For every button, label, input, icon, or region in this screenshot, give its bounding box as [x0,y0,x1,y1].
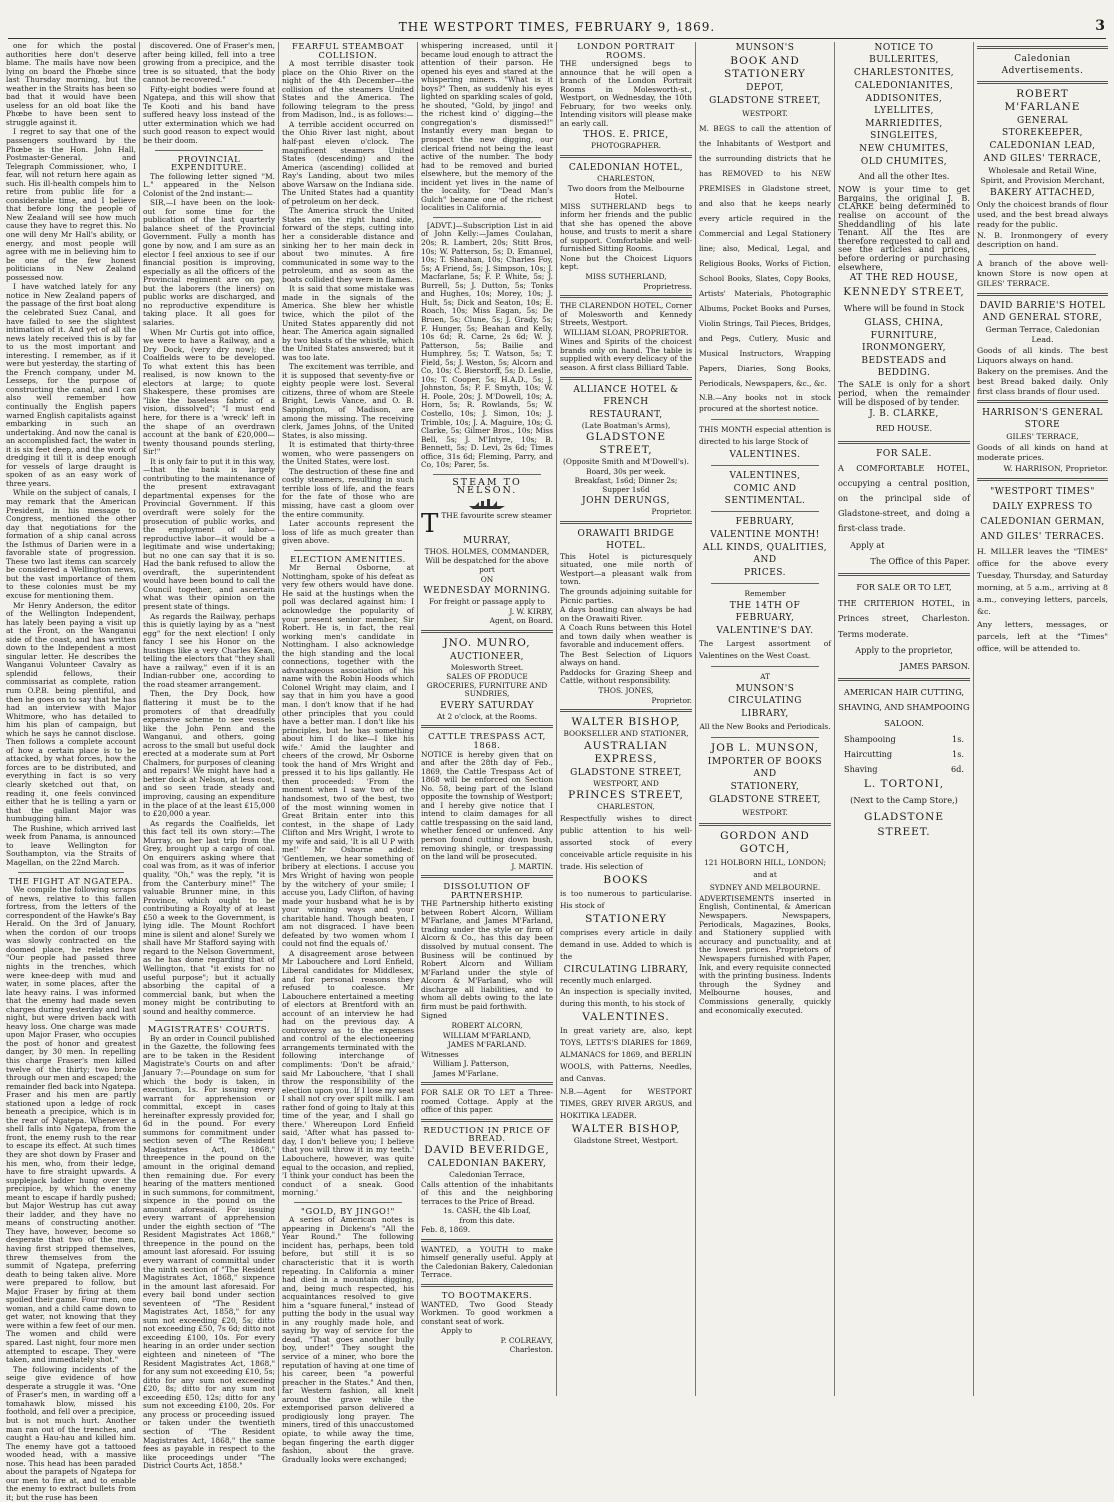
paragraph: The following incidents of the seige give evidence of how desperate a struggle it was. "One of Fraser's men, in warding off a tomahawk blow, missed his foothold, and fell over a precipice, but is not much hurt. Another man ran out of the trenches, and caught a Hau-hau and killed him. The enemy have got a tattooed wooded head, with a massive nose. This head has been paraded about the parapets of Ngatepa for our men to fire at, and to enable the enemy to extract bullets from it; but the ruse has been [6,1364,136,1502]
column-divider [139,42,140,1396]
ad-signature: JOHN DERUNGS, [582,496,670,507]
paragraph: A disagreement arose between Mr Labouchere and Lord Enfield, Liberal candidates for Middlesex, and for personal reasons they refused to coalesce. Mr Labouchere entertained a meeting of electors at Brentford with an account of an interview he had had on the previous day. A controversy as to the expenses and control of the electioneering arrangements terminated with the following interchange of compliments: 'Don't be afraid,' said Mr Labouchere, 'that I shall throw the responsibility of the election upon you. If I lose my seat I shall not cry over spilt milk. I am rather fond of going to Italy at this time of the year, and I shall go there.' Whereupon Lord Enfield said, 'After what has passed to-day, I don't believe you; I believe that you will throw it in my teeth.' Labouchere, however, was quite equal to the occasion, and replied, 'I think your conduct has been the conduct of a sneak. Good morning.' [282,948,414,1198]
paragraph: Then, the Dry Dock, how flattering it must be to the promoters of that dreadfully expensive scheme to see vessels like the John Penn and the Wanganui, and others, going across to the small but useful dock erected at a moderate sum at Port Chalmers, for purposes of cleaning and repairs! We might have had a better dock at Nelson, at less cost, and so seen trade steady and improving, causing an expenditure in the place of at the least £15,000 to £20,000 a year. [143,689,275,819]
ad-text: Witnesses [421,1049,459,1059]
ad-text: A COMFORTABLE HOTEL, occupying a central position, on the principal side of Gladstone-street, and doing a first-class trade. [838,462,970,534]
price-value: 1s. [951,749,964,759]
ad-text: BEDSTEADS and BEDDING. [861,356,947,379]
ad-text: STATIONERY, [730,782,800,793]
ad-text: A Coach Runs between this Hotel and town daily when weather is favorable and inducement offers. [560,623,692,650]
ad-text: Goods of all kinds. The best Liquors always on hand. [977,345,1108,365]
ad-text: At 2 o'clock, at the Rooms. [436,711,538,721]
ad-text: PRICES. [743,567,787,578]
ad-text: N.B.—Any books not in stock procured at the shortest notice. [699,392,831,414]
ad-signature: WILLIAM M'FARLAND, [442,1030,532,1040]
paragraph: Fifty-eight bodies were found at Ngatepa, and this will show that Te Kooti and his band have suffered heavy loss instead of the utter extermination which we had such good reason to expect would be their doom. [143,84,275,146]
ad-text: MARRIEDITES, SINGLEITES, [865,119,943,141]
ad-name: ROBERT M'FARLANE [1004,88,1081,113]
column-divider [556,42,557,1396]
section-heading: Caledonian Advertisements. [1001,54,1084,76]
divider [560,295,692,298]
ad-name: BOOK AND STATIONERY [724,55,806,80]
ad-text: THIS MONTH especial attention is directed to his large Stock of [699,425,831,446]
ship-icon [421,498,553,510]
ad-text: is too numerous to particularise. His stock of [560,888,692,910]
ad-name: JOB L. MUNSON, [711,742,819,755]
ad-text: William J. Patterson, [433,1059,510,1069]
ad-name: THOS. E. PRICE, [583,130,669,141]
divider [977,81,1108,84]
ad-signature: J. B. CLARKE, [869,409,939,420]
ad-text: GLADSTONE STREET, [709,96,821,106]
divider [433,474,541,475]
divider [421,725,553,728]
ad-text: THOS. HOLMES, COMMANDER, [424,546,550,556]
ad-text: comprises every article in daily demand in use. Added to which is the [560,927,692,961]
ad-text: Charleston. [509,1345,553,1355]
ad-text: 121 HOLBORN HILL, LONDON; [704,857,826,867]
ad-text: EVERY SATURDAY [440,700,534,711]
ad-text: Will be despatched for the above port [425,556,549,574]
ad-text: J. W. KIRBY, [509,606,553,616]
ad-name: NOTICE TO BULLERITES, [869,43,939,65]
page-number: 3 [1095,18,1106,34]
ad-text: THE CLARENDON HOTEL, Corner of Molesworth and Kennedy Streets, Westport. [560,301,692,328]
divider [433,217,541,218]
ad-text: Calls attention of the inhabitants of this and the neighboring terraces to the Price of Bread. [421,1179,553,1206]
divider [838,441,970,444]
price-value: 1s. [951,733,964,744]
price-service: Shaving [844,764,878,775]
paragraph: When Mr Curtis got into office, we were to have a Railway, and a Dry Dock, (very dry now); the Coalfields were to be developed. To what extent this has been realised, is now known to the electors at large; to quote Shakespere, these promises are "like the baseless fabric of a vision, dissolved"; "I must end here, for there is a 'wreck' left in the shape of an overdrawn account at the bank of £20,000—twenty thousand pounds sterling, Sir!" [143,327,275,457]
divider [560,521,692,524]
ad-text: Apply at [850,539,885,550]
divider [711,666,819,667]
ad-text: The Best Selection of Liquors always on hand. [560,649,692,668]
divider [699,823,831,826]
article-heading: THE FIGHT AT NGATEPA. [8,875,134,886]
ad-text: KENNEDY STREET, [843,286,965,299]
divider [421,630,553,633]
masthead-rule [8,38,1106,39]
paragraph: SIR,—I have been on the look-out for some time for the publication of the last quarterly balance sheet of the Provincial Government. Fully a month has gone by now, and I am sure as an elector I feel anxious to see if our financial position is improving, especially as all the officers of the Provincial regiment are on pay, but the laborers (the liners) on public works are discharged, and no reproductive expenditure is taking place. It all goes for salaries. [143,198,275,327]
ad-signature: THOS. JONES, [598,685,654,695]
divider [294,1202,402,1203]
ad-text: Any letters, messages, or parcels, left at the "Times" office, will be attended to. [977,620,1108,654]
ad-text: THE CRITERION HOTEL, in Princes street, Charleston. Terms moderate. [838,598,970,639]
price-service: Shampooing [844,733,896,744]
price-value: 6d. [950,764,964,775]
paragraph: It is only fair to put it in this way,—that the bank is largely contributing to the maintenance of the present extravagant departmental expenses for the Provincial Government. If this overdraft were solely for the prosecution of public works, and the employment of labor—reproductive labor—it would be a legitimate and wise undertaking; but no one can say that it is so. Had the bank refused to allow the overdraft, the superintendent would have been bound to call the Council together, and ascertain what was their opinion on the present state of things. [143,456,275,611]
divider [421,1284,553,1287]
ad-text: Breakfast, 1s6d; Dinner 2s; Supper 1s6d [574,476,678,494]
masthead [0,16,1114,38]
ad-signature: P. COLREAVY, [500,1335,553,1345]
ad-text: VALENTINES. [582,1011,670,1024]
column-7 [838,42,970,1396]
paragraph: As regards the Railway, perhaps this is quietly laying by as a "nest egg" for the next election! I only fancy I see his Honor on the hustings like a very Charles Kean, telling the electors that "they shall have a railway," even if it is an Indian-rubber one, according to the road steamer arrangement. [143,611,275,689]
column-8 [977,42,1108,1396]
ad-text: COMIC AND SENTIMENTAL. [724,483,806,506]
subscription-list: [ADVT.]—Subscription List in aid of John Kelly:—James Coulahan, 20s; R. Lambert, 20s; Stitt Bros, 10s; W. Patterson, 5s; D. Emanuel, 10s; T. Sheahan, 10s; Charles Foy, 5s; A Friend, 5s; J. Simpson, 10s; J. Macfarlane, 5s; F. P. White, 5s; J. Burrell, 5s; J. Dutton, 5s; Tonks and Hughes, 10s; Morey, 10s; J. Hult, 5s; Dick and Seaton, 10s; E. Roach, 10s; Miss Eagan, 5s; De Bruen, 5s; Clune, 5s; J. Grady, 5s; F. Hunger, 5s; Beahan and Kelly, 10s 6d; R. Carne, 2s 6d; W. J. Patterson, 5s; Bailie and Humphrey, 5s; T. Watson, 5s; T. Field, 5s; J. Weston, 5s; Alcorn and Co, 10s; C. Bierstorff, 5s; D. Leslie, 10s; T. Cooper, 5s; H.A.D., 5s; J. Johnston, 5s; P. F. Smyth, 10s; W. H. Poole, 20s; J. M'Dowell, 10s; A. Horn, 5s; R. Rowlands, 5s; W. Costello, 10s; J. Simon, 10s; J. Trimble, 10s; J. A. Maguire, 10s; G. Clarke, 5s; Gilmer Bros., 10s; Miss Bell, 5s; J. M'Intyre, 10s; B. Bennett, 5s; D. Levi, 2s 6d; Times office, 31s 6d; Fleming, Parry, and Co, 10s; Parer, 5s. [421,220,553,470]
ad-text: SALES OF PRODUCE GROCERIES, FURNITURE AND SUNDRIES, [426,672,548,699]
ad-text: Board, 30s per week. [586,466,666,476]
ad-text: and at [753,870,777,880]
ad-name: DAVID BEVERIDGE, [424,1143,550,1156]
ad-text: IMPORTER OF BOOKS AND [707,757,823,780]
ad-signature: ROBERT ALCORN, [451,1020,523,1030]
ad-text: Goods of all kinds on hand at moderate prices. [977,443,1108,463]
ad-text: PHOTOGRAPHER. [591,141,661,151]
ad-text: CIRCULATING LIBRARY, [563,964,689,975]
divider [989,254,1096,255]
ad-heading: FOR SALE OR TO LET, [856,581,952,592]
ad-text: FEBRUARY, [735,516,795,527]
ad-text: THE Partnership hitherto existing between Robert Alcorn, William M'Farlane, and James M'Farland, trading under the style or firm of Alcorn & Co., has this day been dissolved by mutual consent. The Business will be continued by Robert Alcorn and William M'Farland under the style of Alcorn & M'Farland, who will discharge all liabilities, and to whom all debts owing to the late firm must be paid forthwith. [421,899,553,1011]
divider [977,46,1108,49]
ad-text: WANTED, a YOUTH to make himself generally useful. Apply at the Caledonian Bakery, Caledonian Terrace. [421,1244,553,1280]
paragraph: discovered. One of Fraser's men, after being killed, fell into a tree growing from a precipice, and the tree is so situated, that the body cannot be recovered." [143,41,275,85]
divider [977,293,1108,296]
ad-signature: MISS SUTHERLAND, [585,272,667,282]
divider [711,737,819,738]
ad-text: ADDISONITES, LYELLITES, [865,94,943,116]
ad-text: GLADSTONE STREET, [585,431,667,457]
column-divider [278,42,279,1396]
ad-text: Apply to [441,1326,473,1336]
paragraph: As regards the Coalfields, let this fact tell its own story:—The Murray, on her last trip from the Grey, brought up a cargo of coal. On enquirers asking where that coal was from, as it was of inferior quality, "Oh," was the reply, "it is from the Canterbury mine!" The valuable Brunner mine, in this Province, which ought to be contributing a Royalty of at least £50 a week to the Government, is lying idle. The Mount Rochfort mine is silent and alone! Surely we shall have Mr Stafford saying with regard to the Nelson Government, as he has done regarding that of Wellington, that "it exists for no useful purpose"; but it actually absorbing the capital of a commercial bank, but when the money might be contributing to sound and healthy commerce. [143,818,275,1016]
ad-text: AT [760,671,770,681]
ad-signature: W. HARRISON, Proprietor. [1003,464,1108,474]
ad-text: MISS SUTHERLAND begs to inform her friends and the public that she has opened the above house, and trusts to merit a share of support. Comfortable and well-furnished Sitting Rooms. [560,201,692,254]
ad-heading: FOR SALE. [876,448,932,459]
ad-text: CHARLESTON, [597,802,655,812]
article-heading: PROVINCIAL EXPENDITURE. [170,153,248,173]
ad-text: CALEDONIANITES, [854,81,954,91]
ad-text: Wholesale and Retail Wine, Spirit, and Provision Merchant, [980,166,1105,185]
ad-text: The Office of this Paper. [870,555,970,566]
ad-text: N. B. Ironmongery of every description on hand. [977,230,1108,250]
ad-text: James M'Farlane. [433,1068,499,1078]
paragraph: The America struck the United States on the right hand side, forward of the steps, cutting into her a considerable distance and sinking her to her main deck in about two minutes. A fire communicated in some way to the petroleum, and as soon as the boats collided they were in flames. [282,206,414,284]
ad-text: Where will be found in Stock [843,303,965,314]
ad-signature: J. MARTIN. [511,861,553,871]
divider [711,419,819,420]
paragraph: whispering increased, until it became loud enough to attract the attention of their parson. He opened his eyes and stared at the whispering miners. "What is it boys?" Then, as suddenly his eyes lighted on sparkling scales of gold, he shouted, "Gold, by jingo! and the richest kind o' digging—the congregation's dismissed!" Instantly every man began to prospect the new digging, our clerical friend not being the least active of the number. The body had to be removed and buried elsewhere, but the memory of the incident yet lives in the name of the locality, for "Dead Man's Gulch" became one of the richest localities in California. [421,41,553,213]
ad-text: The Largest assortment of Valentines on the West Coast. [699,639,831,660]
paragraph: The destruction of these fine and costly steamers, resulting in such terrible loss of life, and the fears for the fate of those who are missing, have cast a gloom over the entire community. [282,466,414,519]
paragraph: A series of American notes is appearing in Dickens's "All the Year Round." The following incident has, perhaps, been told before, but still it is so characteristic that it is worth repeating. In California a miner had died in a mountain digging, and, being much respected, his acquaintances resolved to give him a "square funeral," instead of putting the body in the usual way in any roughly made hole, and saying by way of service for the dead, "That goes another bully boy, under!" They sought the service of a miner, who bore the reputation of having at one time of his career, been "a powerful preacher in the States." And then, far Western fashion, all knelt around the grave while the extemporised parson delivered a prodigiously long prayer. The miners, tired of this unaccustomed opiate, to while away the time, began fingering the earth digger fashion, about the grave. Gradually looks were exchanged; [282,1215,414,1464]
ad-text: VALENTINE'S DAY. [716,626,814,637]
column-1 [6,41,136,1502]
ad-text: Two doors from the Melbourne Hotel. [567,183,685,202]
ad-text: OLD CHUMITES, [860,157,948,167]
ad-name: GORDON AND GOTCH, [720,829,810,855]
ad-text: The SALE is only for a short period, when the remainder will be disposed of by tender. [838,379,970,408]
paragraph: The excitement was terrible, and it is supposed that seventy-five or eighty people were lost. Several citizens, three of whom are Steele Bright, Lewis Vance, and O. B. Sappington, of Madison, are among the missing. The receiving clerk, James Johns, of the United States, is also missing. [282,362,414,440]
ad-text: from this date. [459,1215,515,1225]
ad-text: N.B.—Agent for WESTPORT TIMES, GREY RIVER ARGUS, and HOKITIKA LEADER. [560,1087,692,1121]
ad-text: CHARLESTONITES, [853,68,955,78]
ad-text: ALL KINDS, QUALITIES, AND [702,542,828,565]
paragraph: I have watched lately for any notice in New Zealand papers of the passage of the first boat along the celebrated Suez Canal, and have failed to see the slightest intimation of it. And yet of all the news lately received this is by far to us the most important and interesting. I remember, as if it were but yesterday, the starting of the French company, under M. Lesseps, for the purpose of constructing the canal, and I can also well remember how continually the English papers warned English capitalists against embarking in such an undertaking. And now the canal is an accomplished fact, the water in it is six feet deep, and the work of dredging it till it is deep enough for vessels of large draught is spoken of as an easy work of three years. [6,282,136,488]
ad-heading: AMERICAN HAIR CUTTING, SHAVING, AND SHAMPOOING SALOON. [838,687,970,728]
ad-heading: CATTLE TRESPASS ACT, 1868. [428,731,546,750]
ad-signature: JAMES M'FARLAND. [447,1040,527,1050]
paragraph: We compile the following scraps of news, relative to this fallen fortress, from the letters of the correspondent of the Hawke's Bay Herald. On the 3rd of January, when the cordon of our troops was slowly contracted on the doomed place, he relates how "Our people had passed three nights in the trenches, which were knee-deep with mud and water, in some places, after the late heavy rains. I was informed that the enemy had made seven charges during yesterday and last night, but were driven back with heavy loss. One charge was made upon Major Fraser, who occupies the post of honor and greatest danger, by 30 men. In repelling this charge Fraser's men killed twelve of the thirty; two broke through our men and escaped; the remainder fled back into Ngatepa. Fraser and his men are partly stationed upon a ledge of rock beneath a precipice, which is in the rear of Ngatepa. Whenever a shell falls into Ngatepa, from the front, the enemy rush to the rear to escape its effect. At such times they are shot down by Fraser and his men, who, from their ledge, have to fire straight upwards. A supplejack ladder hung over the precipice, by which the enemy meant to escape if hardly pushed; but Major Westrup has cut away their ladder, and they have no means of constructing another. They have, however, become so desperate that two of the men, having first stripped themselves, threw themselves from the summit of Ngatepa, preferring death to being taken alive. More were prepared to follow, but Major Fraser by firing at them spoiled their game. Four men, one woman, and a child came down to get water, not knowing that they were within a few feet of our men. The women and child were spared. Last night, four more men attempted to escape. They were taken, and immediately shot." [6,885,136,1365]
ad-text: WESTPORT. [742,109,788,118]
paragraph: The following letter signed "M. L." appeared in the Nelson Colonist of the 2nd instant:— [143,171,275,198]
divider [977,478,1108,481]
ad-text: Proprietor. [651,507,692,517]
paragraph: While on the subject of canals, I may remark that the American President, in his message to Congress, mentioned the other day that negotiations for the formation of a ship canal across the Isthmus of Darien were in a favorable state of progression. These two last items can scarcely be considered a Wellington news, but the vast importance of them to these colonies must be my excuse for mentioning them. [6,488,136,600]
ad-signature: JAMES PARSON. [899,660,970,671]
paragraph: one for which the postal authorities here don't deserve blame. The mails have now been lying on board the Phœbe since last Thursday morning, but the weather in the Straits has been so bad that it would have been useless for an old boat like the Phœbe to have been sent to struggle against it. [6,41,136,127]
ad-heading: REDUCTION IN PRICE OF BREAD. [423,1124,551,1144]
ad-text: This Hotel is picturesquely situated, one mile north of Westport—a pleasant walk from town. [560,551,692,587]
ad-text: LIBRARY, [741,709,789,720]
column-divider [973,42,974,1396]
ad-text: WEDNESDAY MORNING. [423,586,551,597]
ad-text: FURNITURE, IRONMONGERY, [862,331,946,354]
paragraph: It is said that some mistake was made in the signals of the America. She blew her whistle twice, which the pilot of the United States apparently did not hear. The America again signalled by two blasts of the whistle, which the United States answered; but it was too late. [282,284,414,362]
divider [421,875,553,878]
ad-text: Caledonian Terrace, [449,1169,525,1179]
article-heading: MAGISTRATES' COURTS. [147,1024,271,1035]
ad-text: THE undersigned begs to announce that he will open a branch of the London Portrait Rooms in Molesworth-st., Westport, on Wednesday, the 10th February, for two weeks only. Intending visitors will please make an early call. [560,59,692,128]
ad-text: GENERAL STOREKEEPER, [1001,116,1084,138]
ad-text: CALEDONIAN LEAD, [989,141,1096,151]
ad-text: BAKERY ATTACHED, [990,187,1095,198]
ad-text: RESTAURANT, [589,409,663,420]
ad-signature: WILLIAM SLOAN, PROPRIETOR. [563,327,689,337]
ad-text: Only the choicest brands of flour used, and the best bread always ready for the public. [977,199,1108,229]
article-heading: ELECTION AMENITIES. [290,553,406,564]
price-row [838,762,970,777]
ad-text: (Opposite Smith and M'Dowell's). [563,457,689,467]
ad-text: AT THE RED HOUSE, [849,273,959,284]
ad-text: GILES' TERRACE, [1006,432,1079,442]
ad-text: VALENTINES. [729,449,801,460]
ad-text: NEW CHUMITES, [859,144,949,154]
paragraph: It is estimated that thirty-three women, who were passengers on the United States, were lost. [282,440,414,467]
ad-text: ADVERTISEMENTS inserted in English, Continental, & American Newspapers. Newspapers, Periodicals, Magazines, Books, and Stationery supplied with accuracy and punctuality, and at the lowest prices. Proprietors of Newspapers furnished with Paper, Ink, and every requisite connected with the printing business. Indents through the Sydney and Melbourne houses, and Commissions generally, quickly and economically executed. [699,893,831,1015]
ad-text: For freight or passage apply to [429,597,545,607]
column-6 [699,42,831,1396]
ad-text: All the New Books and Periodicals. [699,722,831,732]
masthead-title: THE WESTPORT TIMES, FEBRUARY 9, 1869. [398,20,716,34]
ad-name: ALLIANCE HOTEL & FRENCH [573,384,679,407]
price-row [838,747,970,762]
ad-text: 1s. CASH, the 4lb Loaf, [443,1206,531,1216]
ad-text: Remember [744,588,786,598]
divider [421,1239,553,1242]
ad-name: MUNSON'S [735,43,795,53]
ad-heading: LONDON PORTRAIT ROOMS. [577,41,675,60]
ad-text: A days boating can always be had on the Orawaiti River. [560,605,692,623]
article-heading: FEARFUL STEAMBOAT COLLISION. [292,41,404,60]
column-5 [560,42,692,1396]
ad-name: "WESTPORT TIMES" DAILY EXPRESS TO CALEDONIAN GERMAN, AND GILES' TERRACES. [980,487,1105,543]
ad-text: And all the other Ites. [858,171,950,181]
column-divider [834,42,835,1396]
ad-text: BOOKSELLER AND STATIONER, [563,729,689,739]
ad-text: Feb. 8, 1869. [421,1225,471,1235]
paragraph: Later accounts represent the loss of life as much greater than given above. [282,519,414,546]
divider [838,678,970,681]
ad-text: THE 14TH OF FEBRUARY, [729,601,801,624]
divider [294,550,402,551]
ad-heading: STEAM TO NELSON. [452,476,522,497]
ad-text: In great variety are, also, kept TOYS, LETTS'S DIARIES for 1869, ALMANACS for 1869, and BERLIN WOOLS, with Patterns, Needles, and Canvas. [560,1026,692,1084]
ad-name: DAVID BARRIE'S HOTEL AND GENERAL STORE, [979,301,1106,324]
ad-heading: DISSOLUTION OF PARTNERSHIP. [443,881,531,900]
paragraph: I regret to say that one of the passengers southward by the Phœbe is the Hon. John Hall, Postmaster-General, and Telegraph Commissioner, who, I fear, will not return here again as such. His ill-health compels him to retire from public life for a considerable time, and I believe that before long the people of New Zealand will see how much cause they have to regret this. No one will deny Mr Hall's ability, or energy, and most people will agree with me in believing him to be one of the few honest politicians in New Zealand possessed now. [6,127,136,282]
ad-text: (Next to the Camp Store,) [850,795,958,806]
ad-text: GLADSTONE STREET, [570,767,682,778]
ad-signature: WALTER BISHOP, [571,1123,681,1136]
column-divider [417,42,418,1396]
divider [711,465,819,466]
price-service: Haircutting [844,749,893,759]
ad-text: Wines and Spirits of the choicest brands only on hand. The table is supplied with every delicacy of the season. A first class Billiard Table. [560,337,692,372]
divider [421,1082,553,1085]
paragraph: Mr Henry Anderson, the editor of the Wellington Independent, has lately been paying a visit up at the Front, on the Wanganui side of the coast, and has written down to the Independent a most singular letter. He describes the Wanganui Volunteer Cavalry as splendid fellows, their commissariat as complete, ration rum O.P.B. being plentiful, and then he goes on to say that he has had an interview with Major Whitmore, who has detailed to him his plan of campaign, but which he says he cannot disclose. Then follows a complete account of how a certain place is to be attacked, by what forces, how the forces are to be distributed, and everything in fact is so very clearly sketched out that, on reading it, one feels convinced either that he is telling a yarn or that the gallant Major was humbugging him. [6,600,136,824]
ad-text: WANTED, Two Good Steady Workmen. To good workmen a constant seat of work. [421,1299,553,1326]
ad-text: VALENTINE MONTH! [710,529,820,540]
paragraph: A most terrible disaster took place on the Ohio River on the night of the 4th December—the collision of the steamers United States and the America. The following telegram to the press from Madison, Ind., is as follows:— [282,59,414,120]
ad-text: Signed [421,1011,448,1021]
divider [155,1020,263,1021]
price-row [838,732,970,747]
divider [560,155,692,158]
paragraph: Mr Bernal Osborne, at Nottingham, spoke of his defeat as very few others would have done. He said at the hustings when the poll was declared against him: I acknowledge the popularity of your present senior member, Sir Robert. He is, in fact, the real working men's candidate in Nottingham. I also acknowledge the high standing and the local connections, together with the advantageous association of his name with the Robin Hoods which Colonel Wright may claim, and I say that in him you have a good man. I don't know that if he had other principles that you could have a better man. I don't like his principles, but he has something about him I do like—I like his wife.' Amid the laughter and cheers of the crowd, Mr Osborne took the hand of Mrs Wright and pressed it to his lips gallantly. He then proceeded: 'From the moment when I saw two of the handsomest, two of the best, two of the most winning women in Great Britain enter into this contest, in the shape of Lady Clifton and Mrs Wright, I wrote to my wife and said, 'It is all U P with me!' Mr Osborne added: 'Gentlemen, we hear something of bribery at elections. I accuse you Mrs Wright of having won people by the witchery of your smile; I accuse you, Lady Clifton, of having made your husband what he is by your winning ways and your charitable hand. Though beaten, I am not disgraced. I have been defeated by two women whom I could not find the equals of.' [282,563,414,949]
ad-text: An inspection is specially invited, during this month, to his stock of [560,987,692,1009]
ad-text: NOW is your time to get Bargains, the original J. B. CLARKE being determined to realise on account of the Sheddandling of his late Tenant. All the Ites are therefore requested to call and see the articles and prices, before ordering or purchasing elsewhere, [838,184,970,272]
divider [711,583,819,584]
article-heading: "GOLD, BY JINGO!" [301,1205,395,1216]
ad-text: PRINCES STREET, [568,789,684,802]
ad-text: German Terrace, Caledonian Lead. [985,325,1100,344]
ad-text: None but the Choicest Liquors kept. [560,253,692,272]
ad-text: ON [480,574,494,584]
ad-text: GLASS, CHINA, [864,318,944,329]
ad-text: GLADSTONE STREET, [709,795,821,806]
ad-text: GLADSTONE STREET. [863,810,945,838]
ad-name: L. TORTONI, [863,778,945,791]
ad-text: The grounds adjoining suitable for Picnic parties. [560,586,692,605]
ad-text: TTHE favourite screw steamer [421,508,552,539]
ad-text: Gladstone Street, Westport. [573,1136,679,1146]
divider [711,511,819,512]
ad-text: Proprietor. [651,695,692,705]
ad-text: Bakery on the premises. And the best Bread baked daily. Only first class brands of flour used. [977,366,1108,396]
ad-name: WALTER BISHOP, [571,716,681,729]
ad-text: NOTICE is hereby given that on and after the 28th day of Feb., 1869, the Cattle Trespass Act of 1868 will be enforced on Section No. 58, being part of the Island opposite the township of Westport; and I hereby give notice that I intend to claim damages for all cattle trespassing on the said land, whether fenced or unfenced. Any person found cutting down bush, removing shingle, or trespassing on the land will be prosecuted. [421,749,553,862]
divider [18,872,124,873]
ad-text: SYDNEY AND MELBOURNE. [709,883,821,893]
divider [560,377,692,380]
ad-text: H. MILLER leaves the "TIMES" office for the above every Tuesday, Thursday, and Saturday morning, at 5 a.m., arriving at 8 a.m., conveying letters, parcels, &c. [977,547,1108,617]
ad-text: WESTPORT. [742,808,788,818]
ad-text: WESTPORT, AND [593,778,659,788]
ad-name: HARRISON'S GENERAL STORE [982,408,1103,431]
ad-text: (Late Boatman's Arms), [581,420,671,430]
ad-text: AUSTRALIAN EXPRESS, [583,739,668,765]
ship-name: MURRAY, [463,535,511,546]
ad-text: AUCTIONEER, [449,651,525,662]
divider [155,150,263,151]
ad-text: AND GILES' TERRACE, [983,154,1102,164]
ad-name: CALEDONIAN HOTEL, [568,163,684,174]
ad-text: Apply to the proprietor, [855,644,953,655]
ad-text: DEPOT, [746,83,784,93]
ad-text: Proprietress. [643,281,692,291]
ad-text: Molesworth Street. [450,662,524,672]
ad-name: JNO. MUNRO, [443,636,531,649]
ad-text: Agent, on Board. [489,616,553,626]
divider [977,400,1108,403]
ad-text: M. BEGS to call the attention of the Inhabitants of Westport and the surrounding districts that he has REMOVED to his NEW PREMISES in Gladstone street, and also that he keeps nearly every article required in the Commercial and Legal Stationery line; also, Medical, Legal, and Religious Books, Works of Fiction, School Books, Slates, Copy Books, Artists' Materials, Photographic Albums, Pocket Books and Purses, Violin Strings, Tail Pieces, Bridges, and Pegs, Cutlery, Music and Musical Instructors, Wrapping Papers, Diaries, Song Books, Periodicals, Newspapers, &c., &c. [699,123,831,388]
column-4 [421,42,553,1396]
paragraph: By an order in Council published in the Gazette, the following fees are to be taken in the Resident Magistrate's Courts on and after January 7:—Poundage on sum for which the body is taken, in execution, 1s. For issuing every warrant for apprehension or committal, except in cases hereinafter expressly provided for, 6d in the pound. For every summons for commitment under section seven of "The Resident Magistrates Act, 1868," threepence in the pound on the amount in the original demand then remaining due. For every hearing of the matters mentioned in such summons, for commitment, sixpence in the pound on the amount aforesaid. For issuing every warrant of apprehension under the eighth section of "The Resident Magistrates Act 1868," threepence in the pound on the amount last aforesaid. For issuing every warrant of committal under the ninth section of "The Resident Magistrates Act, 1868," sixpence in the amount last aforesaid. For every bail bond under section seventeen of "The Resident Magistrates Act, 1858," for any sum not exceeding £20, 5s; ditto not exceeding £50, 7s 6d; ditto not exceeding £100, 10s. For every hearing in an order under section eighteen and nineteen of "The Resident Magistrates Act, 1868," for any sum not exceeding £10, 5s; ditto for any sum not exceeding £20, 8s; ditto for any sum not exceeding £50, 12s; ditto for any sum not exceeding £100, 20s. For any process or proceeding issued or taken under the twentieth section of "The Resident Magistrates Act, 1868," the same fees as payable in respect to the like proceedings under "The District Courts Act, 1858." [143,1033,276,1471]
ad-text: MUNSON'S CIRCULATING [728,684,802,707]
column-2 [143,41,276,1471]
ad-heading: TO BOOTMAKERS. [441,1289,533,1300]
divider [560,709,692,712]
column-divider [695,42,696,1396]
ad-text: CALEDONIAN BAKERY, [427,1158,547,1169]
ad-text: STATIONERY [585,912,667,925]
ad-text: recently much enlarged. [560,975,652,985]
paragraph: A terrible accident occurred on the Ohio River last night, about half-past eleven o'clock. The magnificent steamers United States (descending) and the America (ascending) collided at Ray's Landing, about two miles above Warsaw on the Indiana side. The United States had a quantity of petroleum on her deck. [282,119,414,206]
ad-name: ORAWAITI BRIDGE HOTEL. [577,528,675,551]
ad-text: RED HOUSE. [875,423,933,434]
ad-text: FOR SALE OR TO LET a Three-roomed Cottage. Apply at the office of this paper. [421,1088,553,1115]
ad-text: A branch of the above well-known Store is now open at GILES' TERRACE. [977,259,1108,289]
ad-text: VALENTINES, [729,470,801,481]
ad-text: Paddocks for Grazing Sheep and Cattle, without responsibility. [560,667,692,686]
ad-text: BOOKS [603,873,649,886]
ad-text: CHARLESTON, [597,174,655,184]
divider [838,573,970,576]
column-3 [282,41,414,1464]
divider [421,1119,553,1122]
paragraph: The Rushine, which arrived last week from Panama, is announced to leave Wellington for Southampton, via the Straits of Magellan, on the 22nd March. [6,823,136,867]
ad-text: Respectfully wishes to direct public attention to his well-assorted stock of every conceivable article requisite in his trade. His selection of [560,813,692,871]
